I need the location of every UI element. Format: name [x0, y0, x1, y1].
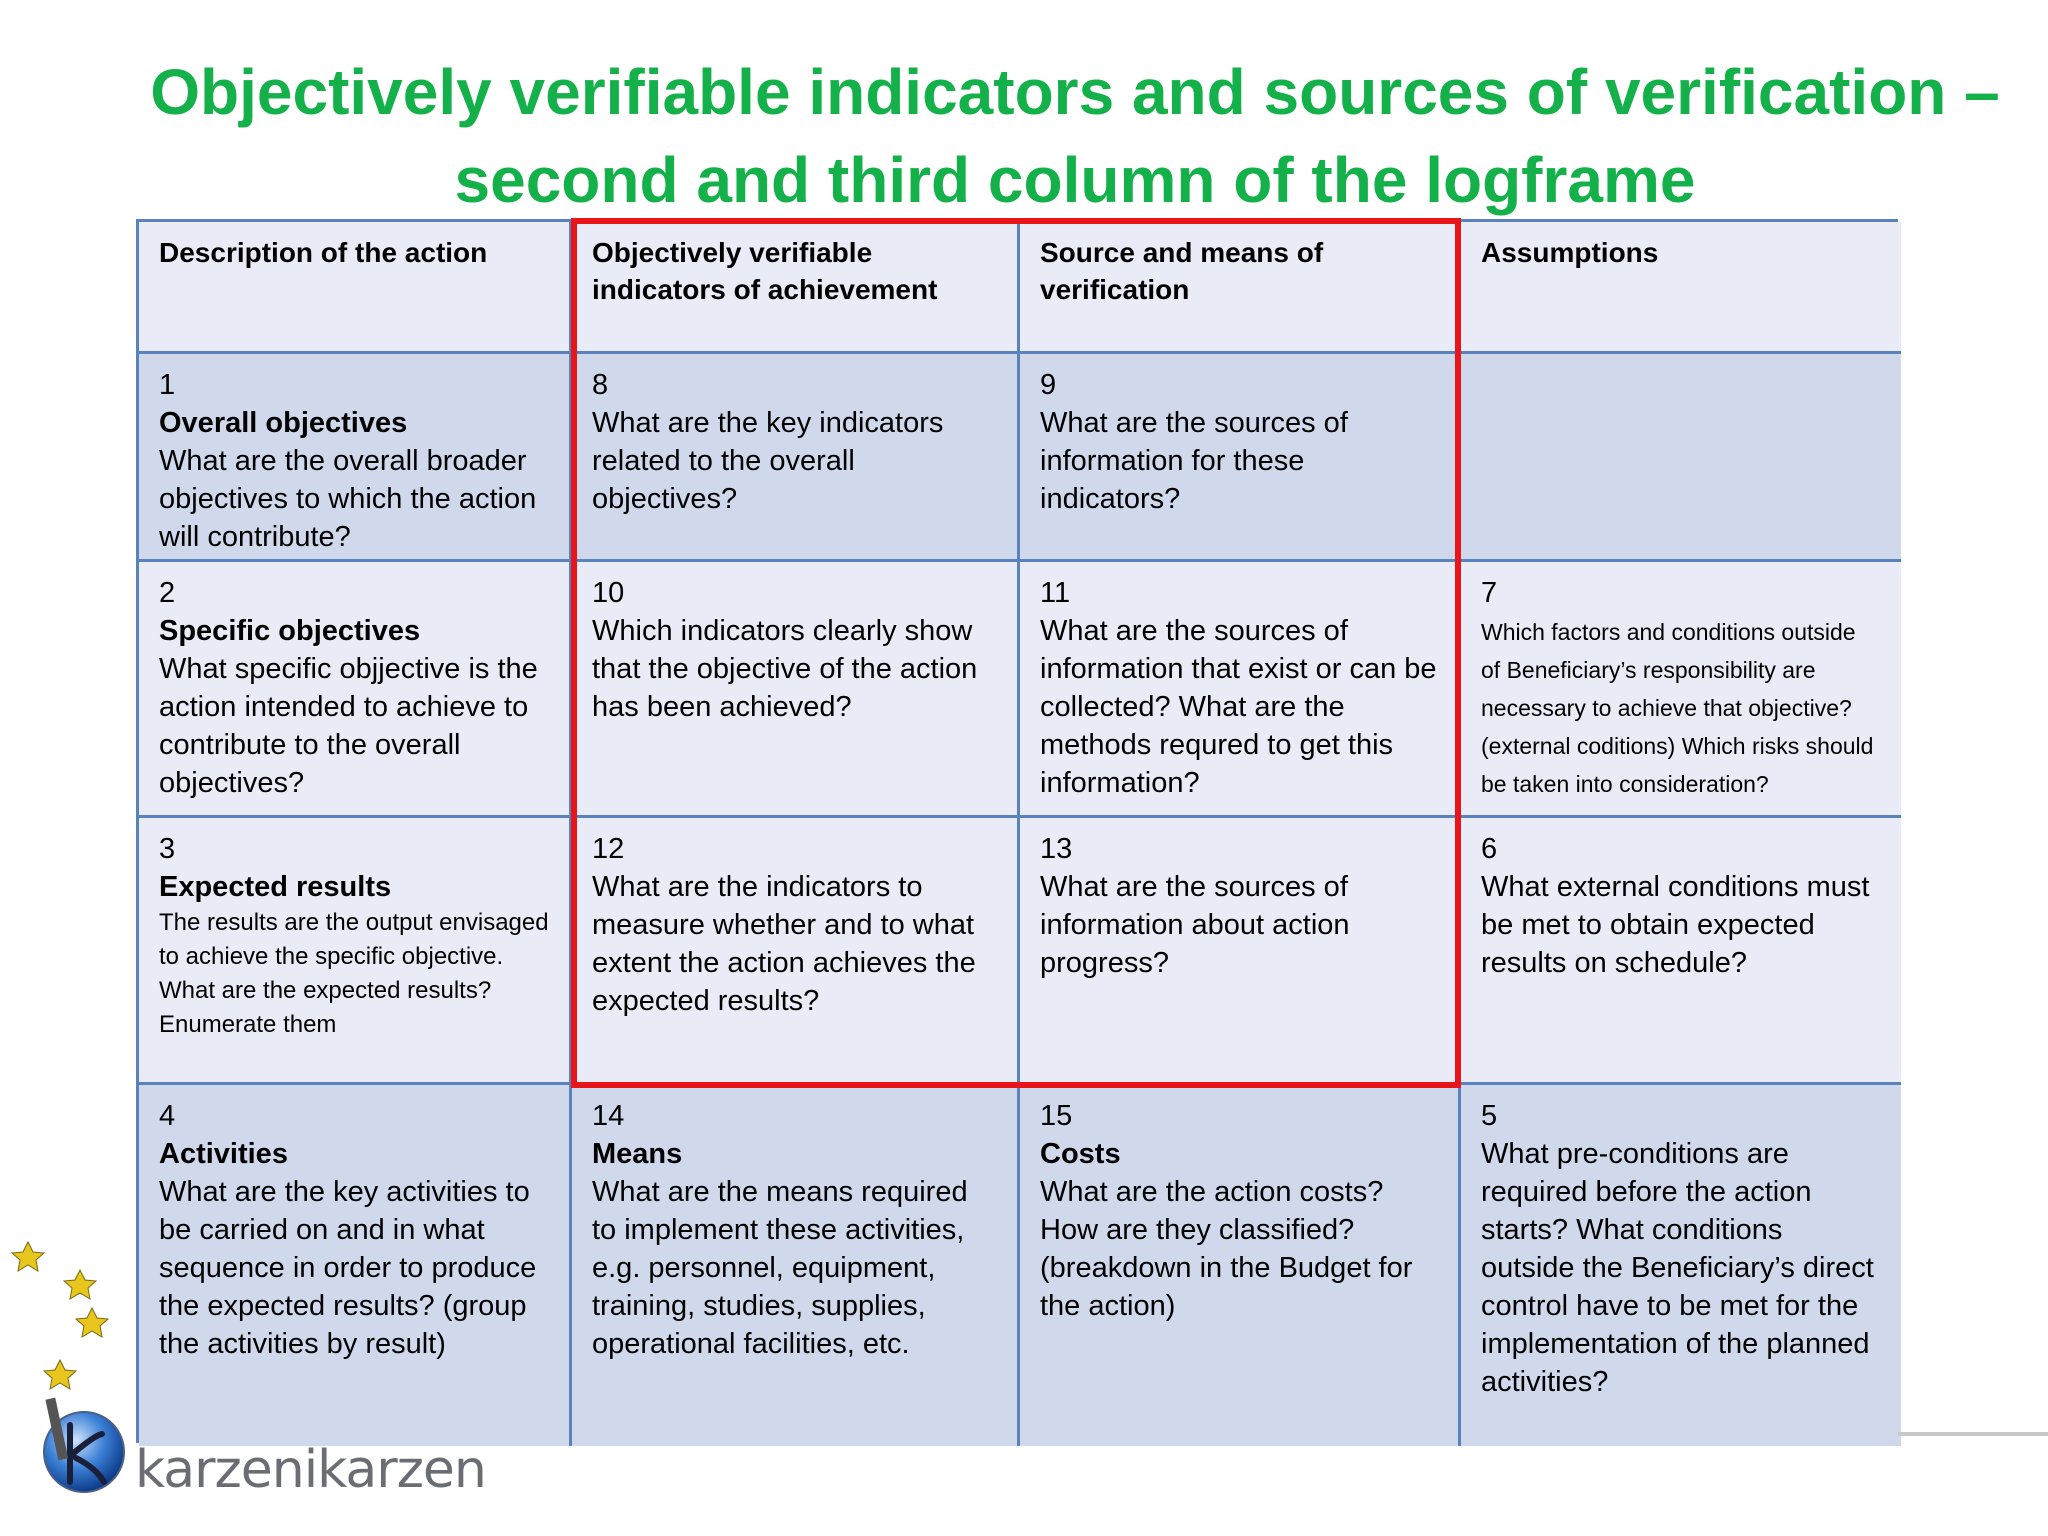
cell-text: The results are the output envisaged to achieve the specific objective. What are the expected results? [159, 909, 549, 1004]
cell-heading: Means [592, 1138, 683, 1170]
cell-text: What are the overall broader objectives to which the action will contribute? [159, 445, 537, 553]
cell-number: 3 [159, 833, 176, 865]
cell-specific-objectives [139, 562, 572, 818]
cell-text: Which indicators clearly show that the objective of the action has been achieved? [592, 615, 978, 723]
cell-text: What are the means required to implement these activities, e.g. personnel, equipment, training, studies, supplies, operational facilities, etc. [592, 1176, 968, 1360]
cell-heading: Activities [159, 1138, 288, 1170]
cell-overall-assumptions [1461, 354, 1901, 562]
cell-text: What pre-conditions are required before the action starts? What conditions outside the Beneficiary’s direct control have to be met for the implementation of the planned activities? [1481, 1138, 1874, 1398]
cell-number: 10 [592, 577, 625, 609]
cell-text: What specific objjective is the action intended to achieve to contribute to the overall objectives? [159, 653, 538, 799]
cell-number: 4 [159, 1100, 176, 1132]
cell-number: 2 [159, 577, 176, 609]
cell-heading: Expected results [159, 871, 392, 903]
cell-number: 11 [1040, 577, 1071, 609]
cell-number: 7 [1481, 577, 1498, 609]
cell-heading: Costs [1040, 1138, 1121, 1170]
header-verification: Source and means of verification [1020, 222, 1461, 354]
logo-text: karzenikarzen [135, 1440, 486, 1500]
header-indicators: Objectively verifiable indicators of achievement [572, 222, 1020, 354]
cell-results-indicators [572, 818, 1020, 1085]
cell-expected-results [139, 818, 572, 1085]
cell-heading: Overall objectives [159, 407, 408, 439]
cell-number: 14 [592, 1100, 625, 1132]
cell-text: What are the sources of information that exist or can be collected? What are the methods requred to get this information? [1040, 615, 1437, 799]
cell-number: 8 [592, 369, 609, 401]
cell-means [572, 1085, 1020, 1446]
slide-title-line-2: second and third column of the logframe [454, 144, 1696, 216]
cell-number: 15 [1040, 1100, 1073, 1132]
cell-heading: Specific objectives [159, 615, 421, 647]
cell-specific-indicators [572, 562, 1020, 818]
star-icon [76, 1308, 108, 1337]
cell-overall-sources [1020, 354, 1461, 562]
cell-overall-indicators [572, 354, 1020, 562]
cell-text: What are the sources of information for these indicators? [1040, 407, 1348, 515]
cell-number: 5 [1481, 1100, 1498, 1132]
slide-title [150, 48, 2000, 224]
footer-divider [1898, 1432, 2048, 1436]
cell-text: What are the action costs? How are they classified? (breakdown in the Budget for the action) [1040, 1176, 1413, 1322]
cell-text: What are the key activities to be carried on and in what sequence in order to produce the expected results? (group the activities by result) [159, 1176, 537, 1360]
cell-text: What are the indicators to measure whether and to what extent the action achieves the expected results? [592, 871, 976, 1017]
header-assumptions: Assumptions [1461, 222, 1901, 354]
eu-stars-icon [12, 1242, 108, 1389]
cell-text: Which factors and conditions outside of Beneficiary’s responsibility are necessary to achieve that objective? (external coditions) Which risks should be taken into consideration? [1481, 619, 1874, 797]
cell-text-2: Enumerate them [159, 1011, 337, 1038]
cell-number: 13 [1040, 833, 1073, 865]
cell-specific-assumptions [1461, 562, 1901, 818]
cell-number: 9 [1040, 369, 1057, 401]
cell-text: What are the sources of information about action progress? [1040, 871, 1350, 979]
cell-number: 6 [1481, 833, 1498, 865]
cell-activities-assumptions [1461, 1085, 1901, 1446]
slide-title-line-1: Objectively verifiable indicators and sources of verification – [150, 56, 2000, 128]
cell-results-assumptions [1461, 818, 1901, 1085]
star-icon [12, 1242, 44, 1271]
cell-number: 1 [159, 369, 176, 401]
cell-overall-objectives [139, 354, 572, 562]
cell-number: 12 [592, 833, 625, 865]
star-icon [44, 1360, 76, 1389]
cell-text: What are the key indicators related to the overall objectives? [592, 407, 944, 515]
cell-specific-sources [1020, 562, 1461, 818]
header-description: Description of the action [139, 222, 572, 354]
cell-text: What external conditions must be met to obtain expected results on schedule? [1481, 871, 1870, 979]
cell-results-sources [1020, 818, 1461, 1085]
cell-costs [1020, 1085, 1461, 1446]
star-icon [64, 1270, 96, 1299]
